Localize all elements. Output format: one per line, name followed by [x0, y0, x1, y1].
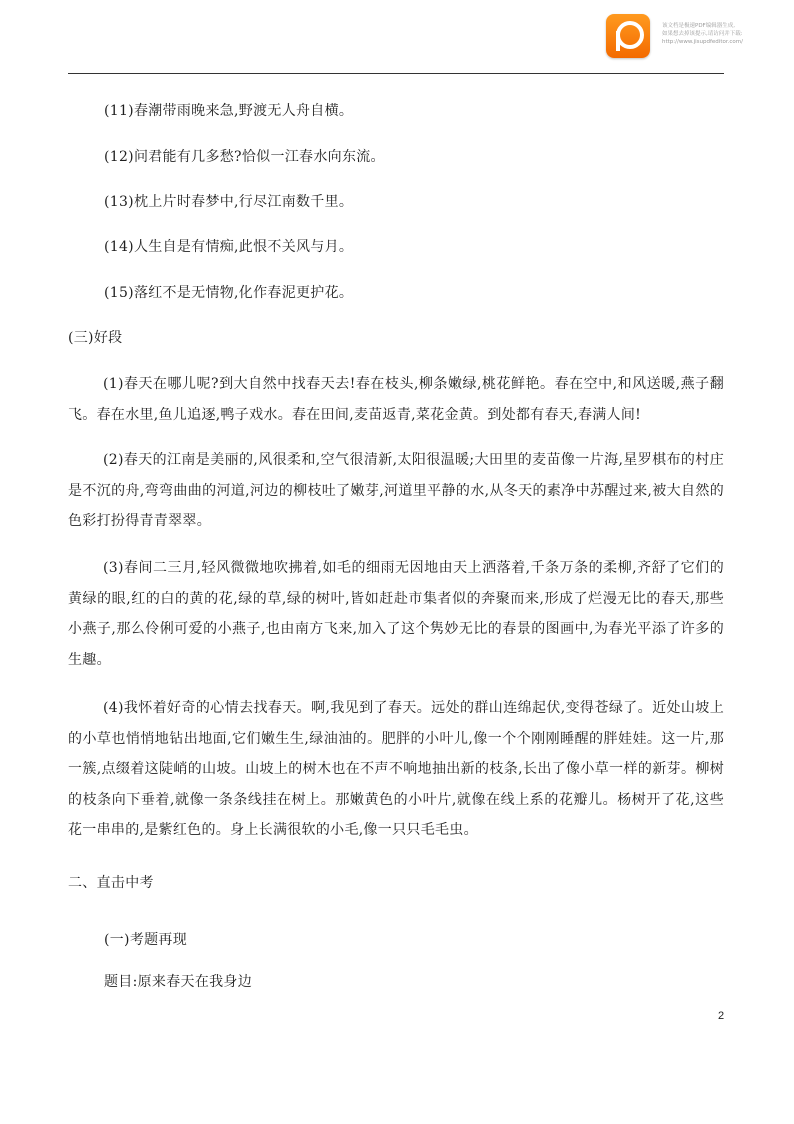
section-heading-good-paragraphs: (三)好段 — [68, 330, 123, 346]
notice-line: http://www.jisupdfeditor.com/ — [662, 39, 743, 45]
pdf-editor-logo-icon — [606, 14, 650, 58]
watermark-notice — [662, 22, 790, 46]
paragraph: (2)春天的江南是美丽的,风很柔和,空气很清新,太阳很温暖;大田里的麦苗像一片海,星罗棋布的村庄是不沉的舟,弯弯曲曲的河道,河边的柳枝吐了嫩芽,河道里平静的水,从冬天的素净中苏醒过来,被大自然的色彩打扮得青青翠翠。 — [68, 452, 724, 529]
notice-line: 如果想去掉该提示,请访问并下载: — [662, 31, 743, 37]
section-heading-exam: 二、直击中考 — [68, 875, 154, 891]
poem-line: (12)问君能有几多愁?恰似一江春水向东流。 — [104, 149, 385, 165]
poem-line: (14)人生自是有情痴,此恨不关风与月。 — [104, 239, 354, 255]
paragraph: (3)春间二三月,轻风微微地吹拂着,如毛的细雨无因地由天上洒落着,千条万条的柔柳,齐舒了它们的黄绿的眼,红的白的黄的花,绿的草,绿的树叶,皆如赶赴市集者似的奔聚而来,形成了烂漫无比的春天,那些小燕子,那么伶俐可爱的小燕子,也由南方飞来,加入了这个隽妙无比的春景的图画中,为春光平添了许多的生趣。 — [68, 560, 724, 668]
poem-line: (15)落红不是无情物,化作春泥更护花。 — [104, 285, 354, 301]
header-divider — [68, 73, 724, 74]
poem-line: (11)春潮带雨晚来急,野渡无人舟自横。 — [104, 103, 354, 119]
paragraph: (1)春天在哪儿呢?到大自然中找春天去!春在枝头,柳条嫩绿,桃花鲜艳。春在空中,和风送暖,燕子翻飞。春在水里,鱼儿追逐,鸭子戏水。春在田间,麦苗返青,菜花金黄。到处都有春天,春满人间! — [68, 376, 724, 423]
paragraph: (4)我怀着好奇的心情去找春天。啊,我见到了春天。远处的群山连绵起伏,变得苍绿了。近处山坡上的小草也悄悄地钻出地面,它们嫩生生,绿油油的。肥胖的小叶儿,像一个个刚刚睡醒的胖娃娃。这一片,那一簇,点缀着这陡峭的山坡。山坡上的树木也在不声不响地抽出新的枝条,长出了像小草一样的新芽。柳树的枝条向下垂着,就像一条条线挂在树上。那嫩黄色的小叶片,就像在线上系的花瓣儿。杨树开了花,这些花一串串的,是紫红色的。身上长满很软的小毛,像一只只毛毛虫。 — [68, 700, 724, 838]
question-title: 题目:原来春天在我身边 — [104, 974, 253, 990]
poem-line: (13)枕上片时春梦中,行尽江南数千里。 — [104, 194, 354, 210]
page-number: 2 — [718, 1010, 725, 1022]
subsection-heading: (一)考题再现 — [104, 932, 188, 948]
notice-line: 该文档是极速PDF编辑器生成, — [662, 23, 735, 29]
